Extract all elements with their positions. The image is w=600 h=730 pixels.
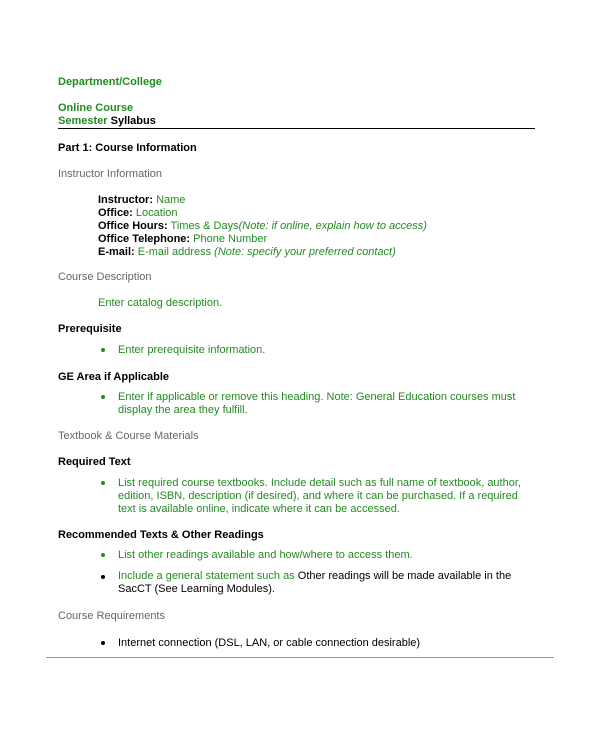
recommended-item2: Include a general statement such as Other readings will be made available in the: [118, 570, 512, 582]
semester-syllabus: [58, 115, 156, 128]
field-instructor: Instructor: Name: [98, 194, 186, 206]
department-college: Department/College: [58, 76, 162, 88]
syllabus-label: Syllabus: [110, 115, 156, 127]
part1-title: Part 1: Course Information: [58, 142, 197, 154]
textbook-heading: Textbook & Course Materials: [58, 430, 199, 442]
bullet-icon: [101, 348, 105, 352]
required-text-heading: Required Text: [58, 456, 131, 468]
recommended-heading: Recommended Texts & Other Readings: [58, 529, 264, 541]
footer-rule: [46, 657, 554, 658]
header-rule: [58, 128, 535, 129]
ge-area-heading: GE Area if Applicable: [58, 371, 170, 383]
bullet-icon: [101, 553, 105, 557]
field-office: Office: Location: [98, 207, 178, 219]
required-line3: text is available online, indicate where it can be accessed.: [118, 503, 400, 515]
course-description-text: Enter catalog description.: [98, 297, 223, 309]
requirements-item1: Internet connection (DSL, LAN, or cable connection desirable): [118, 637, 421, 649]
semester-label: Semester: [58, 115, 108, 127]
required-line2: edition, ISBN, description (if desired), and where it can be purchased. If a required: [118, 490, 518, 502]
bullet-icon: [101, 641, 105, 645]
recommended-item2-line2: SacCT (See Learning Modules).: [118, 583, 275, 595]
ge-area-line2: display the area they fulfill.: [118, 404, 248, 416]
prerequisite-heading: Prerequisite: [58, 323, 122, 335]
online-course: Online Course: [58, 102, 134, 114]
ge-area-line1: Enter if applicable or remove this heading. Note: General Education courses must: [118, 391, 516, 403]
field-office-hours: Office Hours: Times & Days(Note: if online, explain how to access): [98, 220, 427, 232]
prerequisite-item: Enter prerequisite information.: [118, 344, 266, 356]
instructor-info-heading: Instructor Information: [58, 168, 162, 180]
field-email: E-mail: E-mail address (Note: specify your preferred contact): [98, 246, 396, 258]
course-description-heading: Course Description: [58, 271, 152, 283]
recommended-item1: List other readings available and how/where to access them.: [118, 549, 413, 561]
bullet-icon: [101, 481, 105, 485]
field-office-telephone: Office Telephone: Phone Number: [98, 233, 268, 245]
bullet-icon: [101, 575, 105, 579]
required-line1: List required course textbooks. Include detail such as full name of textbook, author,: [118, 477, 521, 489]
bullet-icon: [101, 395, 105, 399]
course-requirements-heading: Course Requirements: [58, 610, 165, 622]
